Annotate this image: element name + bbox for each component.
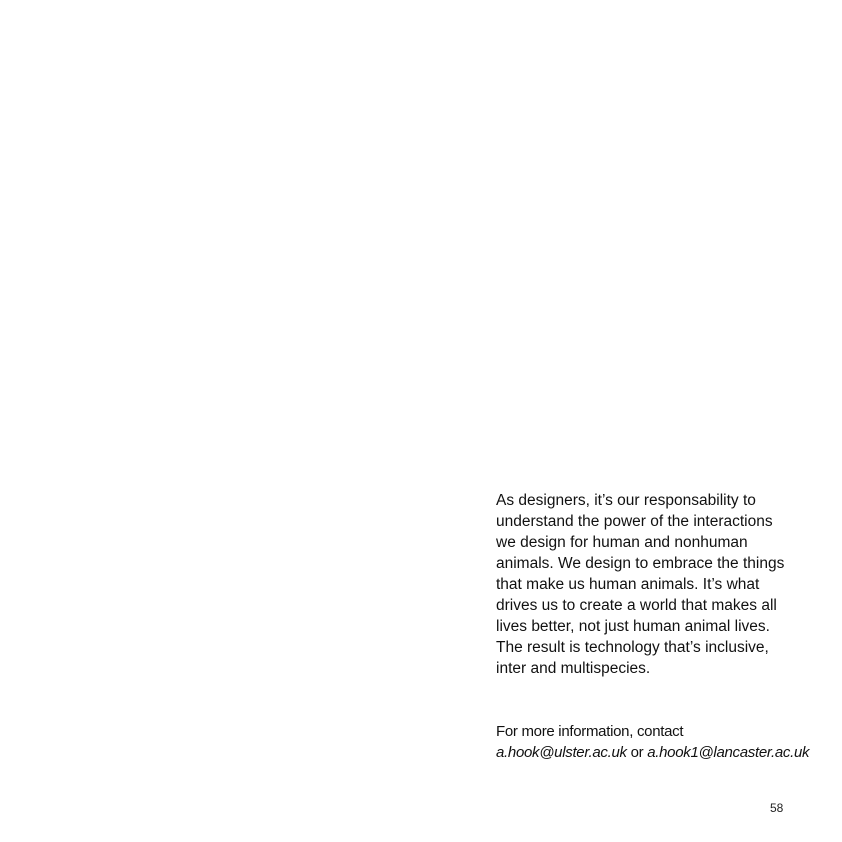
- contact-separator: or: [626, 744, 648, 761]
- body-line: The result is technology that’s inclusive,: [496, 639, 769, 656]
- body-line: we design for human and nonhuman: [496, 534, 748, 551]
- page-number: 58: [770, 801, 784, 815]
- body-line: lives better, not just human animal lives.: [496, 618, 770, 635]
- body-paragraph: [496, 490, 816, 679]
- contact-emails: [496, 742, 826, 763]
- body-line: As designers, it’s our responsability to: [496, 492, 756, 509]
- email-link-ulster[interactable]: a.hook@ulster.ac.uk: [496, 744, 627, 761]
- body-line: understand the power of the interactions: [496, 513, 773, 530]
- body-line: inter and multispecies.: [496, 660, 651, 677]
- email-link-lancaster[interactable]: a.hook1@lancaster.ac.uk: [647, 744, 810, 761]
- body-line: animals. We design to embrace the things: [496, 555, 785, 572]
- contact-intro: For more information, contact: [496, 723, 684, 740]
- contact-block: [496, 721, 826, 763]
- body-line: drives us to create a world that makes all: [496, 597, 777, 614]
- body-line: that make us human animals. It’s what: [496, 576, 760, 593]
